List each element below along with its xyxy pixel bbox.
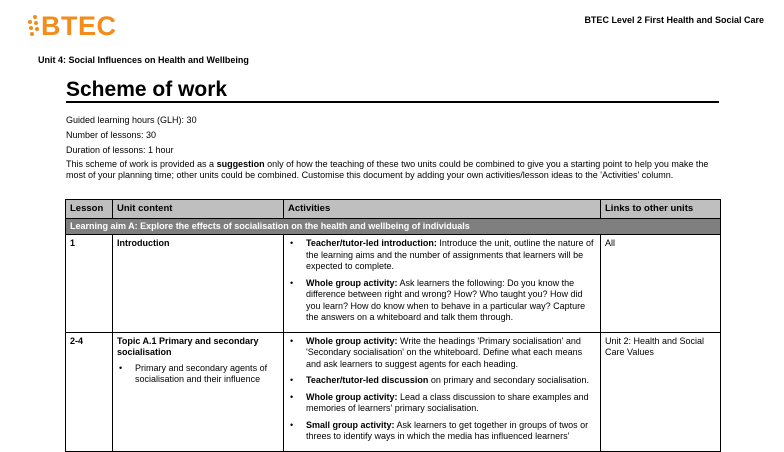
lessons-count-text: Number of lessons: 30 (66, 130, 157, 140)
learning-aim-row (66, 218, 721, 235)
column-header-unit-content: Unit content (113, 200, 284, 219)
links-cell: Unit 2: Health and Social Care Values (601, 332, 721, 451)
activity-text: Lead a class discussion to share examples and memories of learners' primary socialisation. (306, 391, 589, 413)
lesson-number: 1 (66, 235, 113, 333)
column-header-lesson: Lesson (66, 200, 113, 219)
activity-text: Ask learners to get together in groups of twos or threes to identify ways in which the media has influenced learners' (306, 419, 589, 441)
title-divider (66, 101, 719, 103)
activity-lead: Whole group activity: (306, 335, 398, 346)
page-title: Scheme of work (66, 78, 228, 101)
intro-paragraph (66, 159, 726, 181)
unit-content-cell: Introduction (113, 235, 284, 333)
activity-text: Ask learners the following: Do you know the difference between right and wrong? How? Who taught you? How did you learn? How do know when to behave in a particular way? Capture the answers on a whiteboard and talk them through. (306, 277, 586, 322)
activity-lead: Small group activity: (306, 419, 395, 430)
table-header-row (66, 200, 721, 219)
logo-dots-icon (27, 12, 41, 40)
activity-item (288, 375, 596, 387)
unit-content-cell (113, 332, 284, 451)
activity-lead: Teacher/tutor-led discussion (306, 375, 429, 385)
table-row (66, 235, 721, 333)
lesson-number: 2-4 (66, 332, 113, 451)
table-row (66, 332, 721, 451)
lesson-duration-text: Duration of lessons: 1 hour (66, 145, 174, 155)
activity-text: Write the headings 'Primary socialisation' and 'Secondary socialisation' on the whiteboard. Define what each means and ask learners to suggest agents for each heading. (306, 335, 583, 369)
column-header-activities: Activities (284, 200, 601, 219)
btec-logo (27, 12, 117, 40)
unit-title: Unit 4: Social Influences on Health and Wellbeing (38, 55, 249, 65)
activity-item (288, 420, 596, 443)
activity-lead: Whole group activity: (306, 277, 398, 288)
qualification-title: BTEC Level 2 First Health and Social Care (584, 15, 764, 25)
activity-item (288, 238, 596, 273)
brand-name: BTEC (41, 11, 117, 41)
activity-item (288, 336, 596, 371)
activity-lead: Whole group activity: (306, 391, 398, 402)
column-header-links: Links to other units (601, 200, 721, 219)
learning-aim-label: Learning aim A: Explore the effects of socialisation on the health and wellbeing of individuals (66, 218, 721, 235)
intro-emphasis: suggestion (216, 159, 265, 169)
scheme-of-work-table (65, 199, 721, 452)
activities-cell (284, 332, 601, 451)
activity-lead: Teacher/tutor-led introduction: (306, 238, 437, 248)
links-cell: All (601, 235, 721, 333)
activity-text: on primary and secondary socialisation. (428, 375, 589, 385)
topic-subitem: • Primary and secondary agents of socialisation and their influence (117, 363, 279, 386)
activity-text: Introduce the unit, outline the nature of the learning aims and the number of assignments that learners will be expected to complete. (306, 238, 594, 271)
glh-text: Guided learning hours (GLH): 30 (66, 115, 197, 125)
activity-item (288, 392, 596, 415)
activity-item (288, 278, 596, 324)
activities-cell (284, 235, 601, 333)
topic-title: Topic A.1 Primary and secondary socialisation (117, 335, 259, 357)
intro-text-start: This scheme of work is provided as a (66, 159, 217, 169)
intro-text-end: only of how the teaching of these two units could be combined to give you a starting point to help you make the most of your planning time; other units could be combined. Customise this document by adding your own activities/lesson ideas to the 'Activities' column. (66, 159, 709, 180)
